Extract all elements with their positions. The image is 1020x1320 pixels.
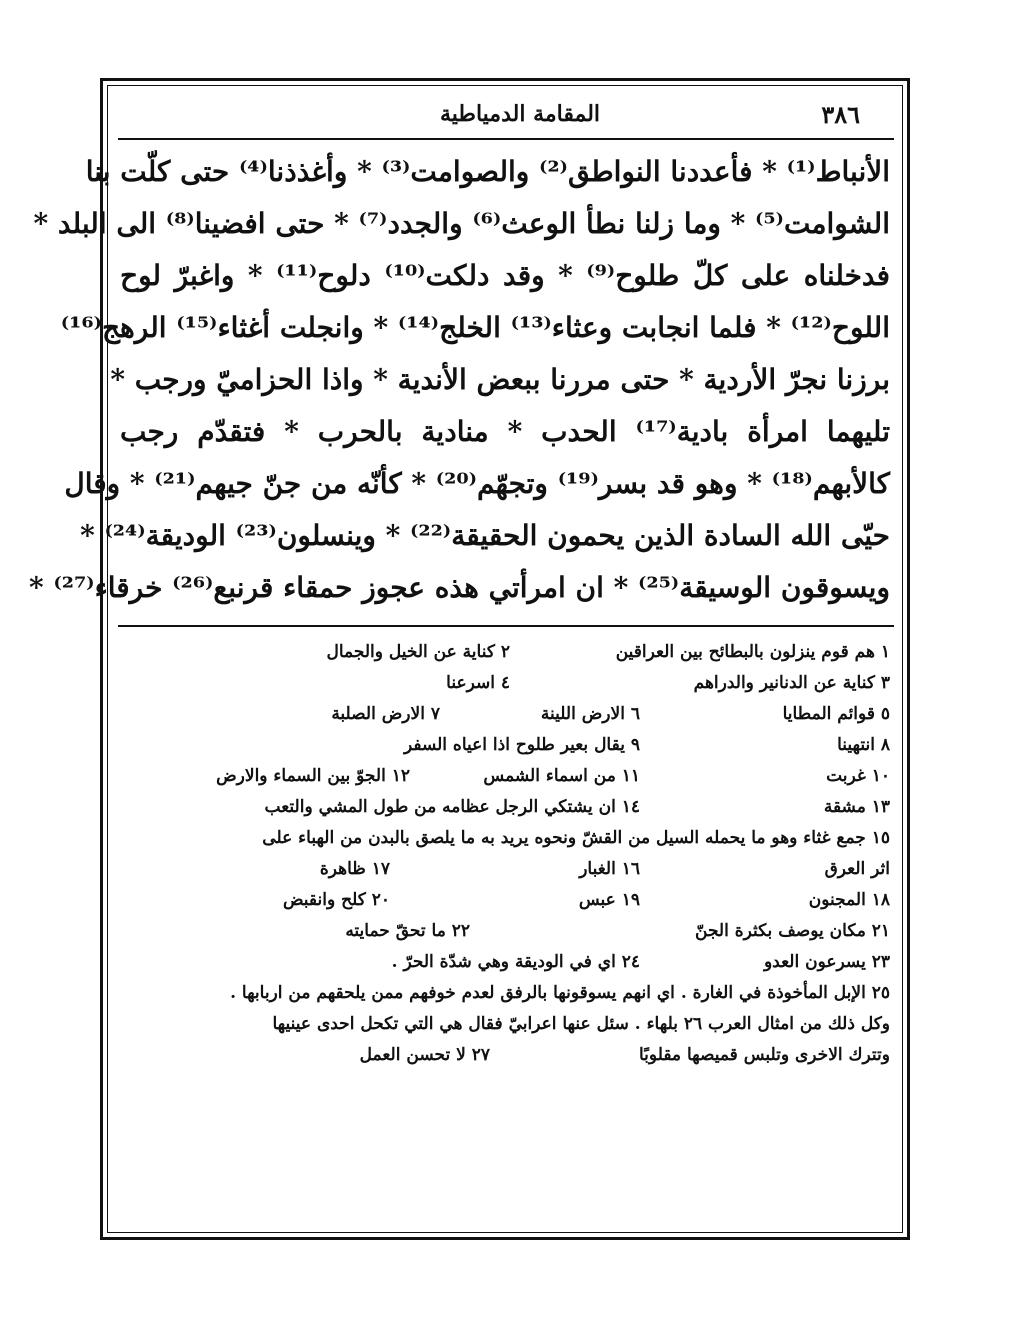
note-row	[125, 1045, 890, 1076]
main-line: الشوامت⁽⁵⁾ * وما زلنا نطأ الوعث⁽⁶⁾ والجدد⁽⁷⁾ * حتى افضينا⁽⁸⁾ الى البلد *	[33, 207, 890, 240]
note: ٧ الارض الصلبة	[331, 704, 440, 724]
note: ١٠ غربت	[826, 766, 890, 786]
note: ٣ كناية عن الدنانير والدراهم	[693, 673, 890, 693]
note: ٢٠ كلح وانقبض	[282, 890, 390, 910]
note: ٢ كناية عن الخيل والجمال	[326, 642, 510, 662]
note: ١٢ الجوّ بين السماء والارض	[216, 766, 410, 786]
main-line: حيّى الله السادة الذين يحمون الحقيقة⁽²²⁾ * وينسلون⁽²³⁾ الوديقة⁽²⁴⁾ *	[80, 519, 890, 552]
page-title: المقامة الدمياطية	[440, 101, 601, 127]
main-line: برزنا نجرّ الأردية * حتى مررنا ببعض الأندية * واذا الحزاميّ ورجب *	[110, 363, 890, 396]
note: اثر العرق	[824, 859, 890, 879]
note-row	[125, 735, 890, 766]
note: ٢٤ اي في الوديقة وهي شدّة الحرّ .	[391, 952, 640, 972]
notes-rule	[118, 625, 894, 627]
note: ١٤ ان يشتكي الرجل عظامه من طول المشي والتعب	[264, 797, 640, 817]
note: ٢٥ الإبل المأخوذة في الغارة . اي انهم يسوقونها بالرفق لعدم خوفهم ممن يلحقهم من اربابها .	[230, 983, 890, 1003]
note: ٨ انتهينا	[837, 735, 890, 755]
note: ١١ من اسماء الشمس	[483, 766, 640, 786]
note: ١٩ عبس	[578, 890, 640, 910]
note-row	[125, 704, 890, 735]
note: ١ هم قوم ينزلون بالبطائح بين العراقين	[615, 642, 890, 662]
note: ١٣ مشقة	[823, 797, 890, 817]
note-row	[125, 766, 890, 797]
main-line: كالأبهم⁽¹⁸⁾ * وهو قد بسر⁽¹⁹⁾ وتجهّم⁽²⁰⁾ * كأنّه من جنّ جيهم⁽²¹⁾ * وقال	[64, 467, 890, 500]
page-number: ٣٨٦	[821, 99, 860, 129]
header-rule	[118, 138, 894, 140]
main-text	[28, 146, 891, 614]
page-header	[120, 96, 890, 132]
note: ٤ اسرعنا	[446, 673, 510, 693]
note: ٥ قوائم المطايا	[782, 704, 890, 724]
note: ٢٢ ما تحقّ حمايته	[345, 921, 470, 941]
note-row	[125, 890, 890, 921]
note: ١٧ ظاهرة	[319, 859, 390, 879]
note: وكل ذلك من امثال العرب ٢٦ بلهاء . سئل عنها اعرابيّ فقال هي التي تكحل احدى عينيها	[272, 1014, 890, 1034]
main-line: ويسوقون الوسيقة⁽²⁵⁾ * ان امرأتي هذه عجوز حمقاء قرنبع⁽²⁶⁾ خرقاء⁽²⁷⁾ *	[28, 571, 890, 604]
note: ١٨ المجنون	[808, 890, 890, 910]
note: ١٦ الغبار	[579, 859, 640, 879]
main-line: الأنباط⁽¹⁾ * فأعددنا النواطق⁽²⁾ والصوامت⁽³⁾ * وأغذذنا⁽⁴⁾ حتى كلّت بنا	[85, 155, 890, 188]
note-row	[125, 859, 890, 890]
note: ١٥ جمع غثاء وهو ما يحمله السيل من القشّ ونحوه يريد به ما يلصق بالبدن من الهباء على	[262, 828, 890, 848]
note: ٢٧ لا تحسن العمل	[359, 1045, 490, 1065]
main-line: فدخلناه على كلّ طلوح⁽⁹⁾ * وقد دلكت⁽¹⁰⁾ دلوح⁽¹¹⁾ * واغبرّ لوح	[120, 259, 891, 292]
note: وتترك الاخرى وتلبس قميصها مقلوبًا	[639, 1045, 890, 1065]
main-line: تليهما امرأة بادية⁽¹⁷⁾ الحدب * منادية بالحرب * فتقدّم رجب	[120, 415, 890, 448]
note-row	[125, 952, 890, 983]
main-line: اللوح⁽¹²⁾ * فلما انجابت وعثاء⁽¹³⁾ الخلج⁽¹⁴⁾ * وانجلت أغثاء⁽¹⁵⁾ الرهج⁽¹⁶⁾	[60, 311, 890, 344]
footnotes	[125, 642, 890, 1076]
note: ٢٣ يسرعون العدو	[763, 952, 890, 972]
note: ٩ يقال بعير طلوح اذا اعياه السفر	[403, 735, 640, 755]
note: ٢١ مكان يوصف بكثرة الجنّ	[695, 921, 890, 941]
note-row	[125, 673, 890, 704]
note-row	[125, 642, 890, 673]
note-row	[125, 921, 890, 952]
note: ٦ الارض اللينة	[540, 704, 640, 724]
note-row	[125, 797, 890, 828]
